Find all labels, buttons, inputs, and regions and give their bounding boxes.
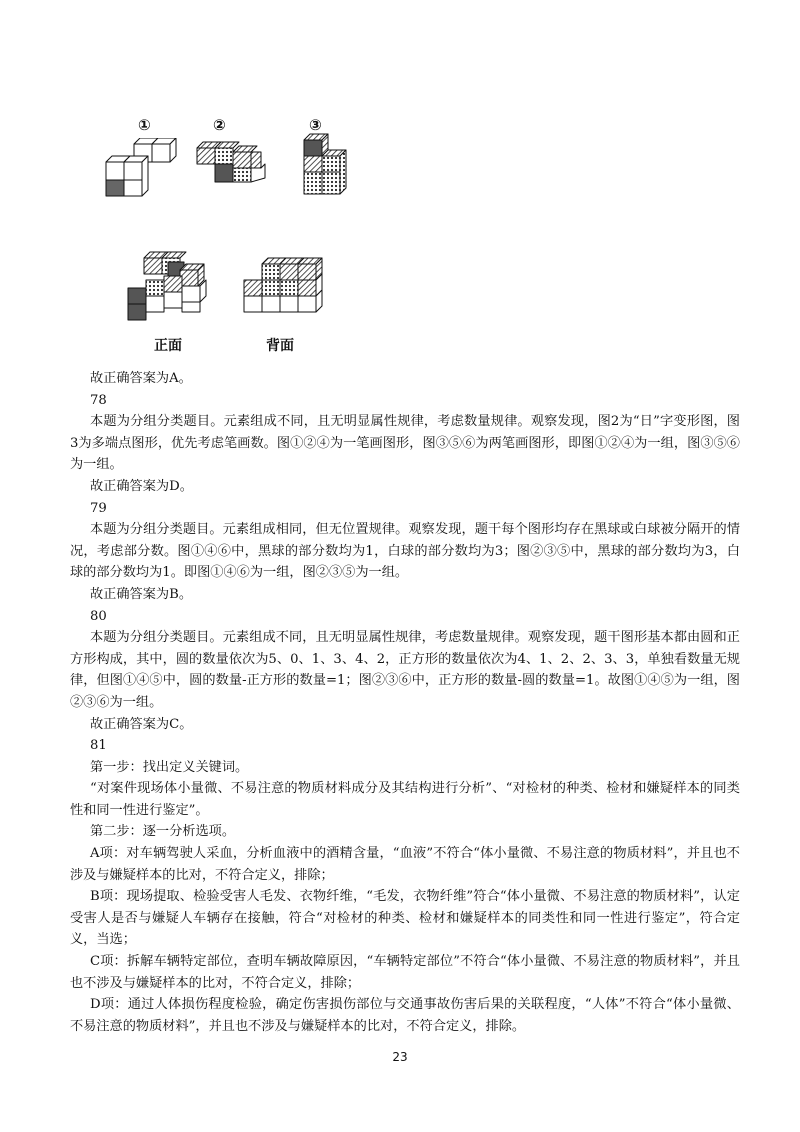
cube-figure-1 xyxy=(100,138,180,198)
answer-explanation-text xyxy=(70,368,740,1037)
paragraph: A项：对车辆驾驶人采血，分析血液中的酒精含量，“血液”不符合“体小量微、不易注意的物质材料”，并且也不涉及与嫌疑样本的比对，不符合定义，排除； xyxy=(70,846,740,883)
paragraph: 故正确答案为D。 xyxy=(90,478,193,494)
cube-figure-2 xyxy=(193,138,273,188)
paragraph: C项：拆解车辆特定部位，查明车辆故障原因，“车辆特定部位”不符合“体小量微、不易注意的物质材料”，并且也不涉及与嫌疑样本的比对，不符合定义，排除； xyxy=(70,954,740,991)
cube-figure-3 xyxy=(298,132,354,200)
question-number: 79 xyxy=(90,500,107,516)
question-number: 80 xyxy=(90,608,107,624)
page-number: 23 xyxy=(392,1050,408,1064)
back-view-label: 背面 xyxy=(266,338,294,354)
paragraph: 本题为分组分类题目。元素组成不同，且无明显属性规律，考虑数量规律。观察发现，题干图形基本都由圆和正方形构成，其中，圆的数量依次为5、0、1、3、4、2，正方形的数量依次为4、1、2、2、3、3，单独看数量无规律，但图①④⑤中，圆的数量-正方形的数量=1；图②③⑥中，正方形的数量-圆的数量=1。故图①④⑤为一组，图②③⑥为一组。 xyxy=(70,630,740,710)
paragraph: “对案件现场体小量微、不易注意的物质材料成分及其结构进行分析”、“对检材的种类、检材和嫌疑样本的同类性和同一性进行鉴定”。 xyxy=(70,781,740,818)
paragraph: 第二步：逐一分析选项。 xyxy=(90,824,236,840)
paragraph: B项：现场提取、检验受害人毛发、衣物纤维，“毛发，衣物纤维”符合“体小量微、不易注意的物质材料”，认定受害人是否与嫌疑人车辆存在接触，符合“对检材的种类、检材和嫌疑样本的同类性和同一性进行鉴定”，符合定义，当选； xyxy=(70,889,740,948)
figure-label-2: ② xyxy=(213,116,226,134)
figure-label-1: ① xyxy=(138,116,151,134)
paragraph: 故正确答案为A。 xyxy=(90,371,192,386)
paragraph: D项：通过人体损伤程度检验，确定伤害损伤部位与交通事故伤害后果的关联程度，“人体”不符合“体小量微、不易注意的物质材料”，并且也不涉及与嫌疑样本的比对，不符合定义，排除。 xyxy=(70,997,740,1034)
paragraph: 本题为分组分类题目。元素组成不同，且无明显属性规律，考虑数量规律。观察发现，图2为“日”字变形图，图3为多端点图形，优先考虑笔画数。图①②④为一笔画图形，图③⑤⑥为两笔画图形，即图①②④为一组，图③⑤⑥为一组。 xyxy=(70,414,740,473)
paragraph: 本题为分组分类题目。元素组成相同，但无位置规律。观察发现，题干每个图形均存在黑球或白球被分隔开的情况，考虑部分数。图①④⑥中，黑球的部分数均为1，白球的部分数均为3；图②③⑤中，黑球的部分数均为3，白球的部分数均为1。即图①④⑥为一组，图②③⑤为一组。 xyxy=(70,522,740,581)
question-number: 81 xyxy=(90,738,107,754)
cube-assembly-back-view xyxy=(240,252,336,318)
paragraph: 故正确答案为C。 xyxy=(90,716,193,732)
front-view-label: 正面 xyxy=(154,338,182,354)
paragraph: 第一步：找出定义关键词。 xyxy=(90,759,249,775)
paragraph: 故正确答案为B。 xyxy=(90,586,193,602)
cube-assembly-front-view xyxy=(124,248,220,324)
figure-label-3: ③ xyxy=(309,116,322,134)
question-number: 78 xyxy=(90,392,107,408)
